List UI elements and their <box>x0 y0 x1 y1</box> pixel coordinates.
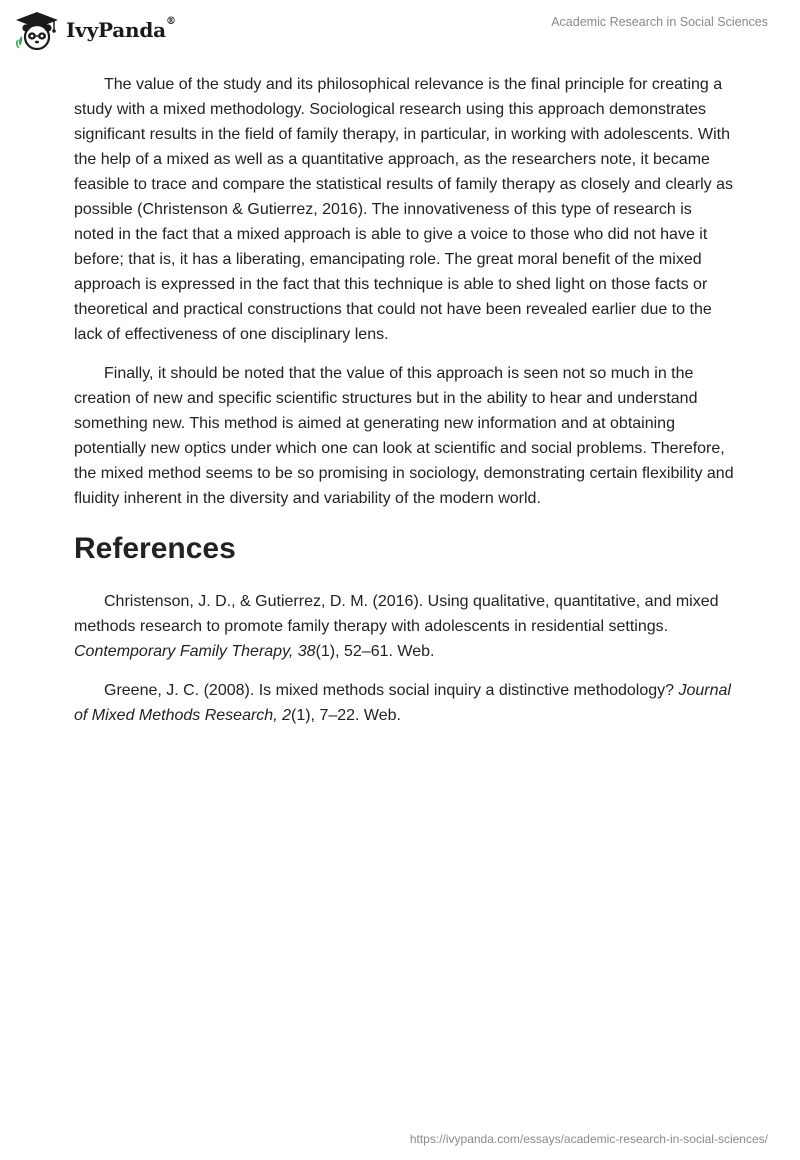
reference-item-1 <box>74 589 734 664</box>
panda-mascot-icon <box>14 10 60 50</box>
reference-journal: Journal of Mixed Methods Research, 2 <box>74 682 731 724</box>
body-paragraph-2: Finally, it should be noted that the value of this approach is seen not so much in the creation of new and specific scientific structures but in the ability to hear and understand something new. This method is aimed at generating new information and at obtaining potentially new optics under which one can look at scientific and social problems. Therefore, the mixed method seems to be so promising in sociology, demonstrating certain flexibility and fluidity inherent in the diversity and variability of the modern world. <box>74 365 734 507</box>
ivypanda-logo[interactable] <box>14 10 176 50</box>
essay-body <box>74 72 734 742</box>
reference-tail: (1), 52–61. Web. <box>315 643 435 660</box>
source-url[interactable]: https://ivypanda.com/essays/academic-research-in-social-sciences/ <box>409 1132 768 1146</box>
body-paragraph-1: The value of the study and its philosophical relevance is the final principle for creating a study with a mixed methodology. Sociological research using this approach demonstrates significant results in the field of family therapy, in particular, in working with adolescents. With the help of a mixed as well as a quantitative approach, as the researchers note, it became feasible to trace and compare the statistical results of family therapy as closely and clearly as possible (Christenson & Gutierrez, 2016). The innovativeness of this type of research is noted in the fact that a mixed approach is able to give a voice to those who did not have it before; that is, it has a liberating, emancipating role. The great moral benefit of the mixed approach is expressed in the fact that this technique is able to shed light on those facts or theoretical and practical constructions that could not have been revealed earlier due to the lack of effectiveness of one disciplinary lens. <box>74 76 733 343</box>
page-header <box>0 0 800 60</box>
references-heading: References <box>74 532 236 565</box>
document-title: Academic Research in Social Sciences <box>551 15 768 29</box>
reference-lead: Christenson, J. D., & Gutierrez, D. M. (2016). Using qualitative, quantitative, and mixed methods research to promote family therapy with adolescents in residential settings. <box>74 593 719 635</box>
registered-mark: ® <box>165 16 176 27</box>
reference-item-2 <box>74 678 734 728</box>
reference-tail: (1), 7–22. Web. <box>291 707 401 724</box>
reference-journal: Contemporary Family Therapy, 38 <box>74 643 316 660</box>
brand-name: IvyPanda® <box>66 16 176 42</box>
reference-lead: Greene, J. C. (2008). Is mixed methods social inquiry a distinctive methodology? <box>104 682 679 699</box>
